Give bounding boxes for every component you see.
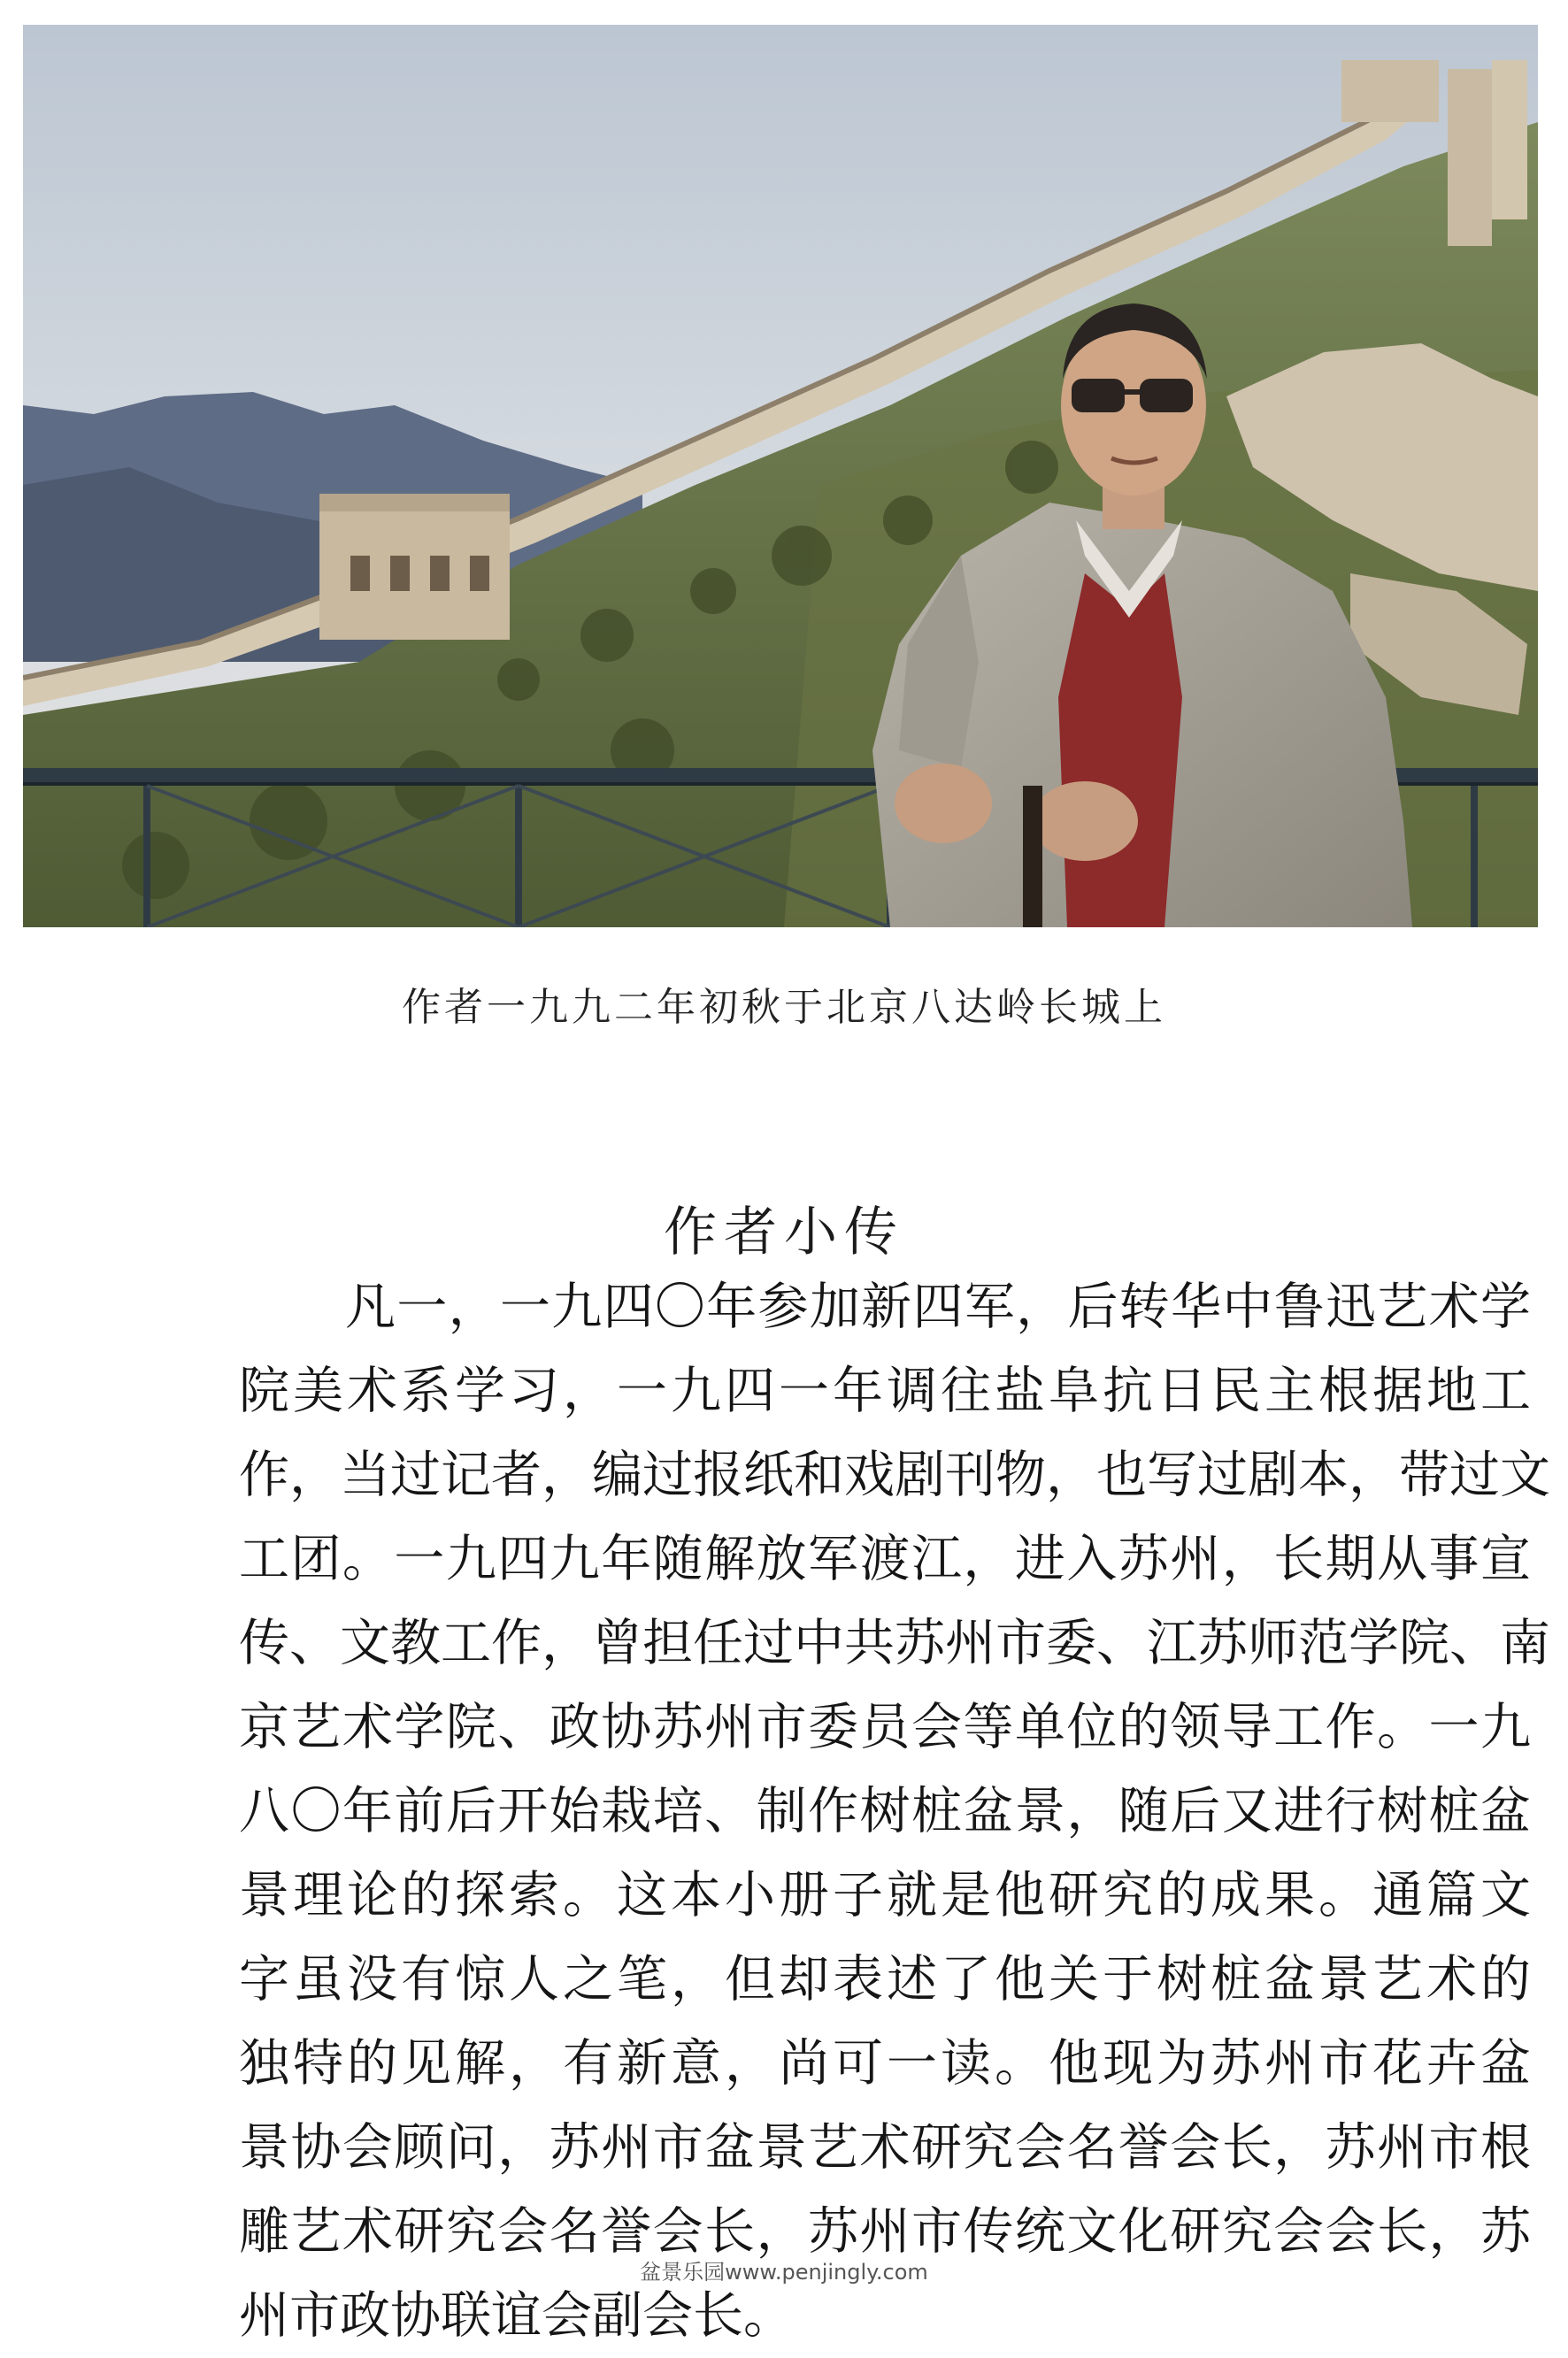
bio-line: 字虽没有惊人之笔，但却表述了他关于树桩盆景艺术的 xyxy=(239,1950,1531,2009)
bio-line: 州市政协联谊会副会长。 xyxy=(239,2286,794,2345)
bio-line: 工团。一九四九年随解放军渡江，进入苏州，长期从事宣 xyxy=(239,1530,1531,1588)
author-photo xyxy=(23,25,1538,927)
bio-line: 景协会顾问，苏州市盆景艺术研究会名誉会长，苏州市根 xyxy=(239,2118,1531,2177)
bio-line: 院美术系学习，一九四一年调往盐阜抗日民主根据地工 xyxy=(239,1362,1531,1420)
bio-line: 独特的见解，有新意，尚可一读。他现为苏州市花卉盆 xyxy=(239,2034,1531,2093)
bio-line: 雕艺术研究会名誉会长，苏州市传统文化研究会会长，苏 xyxy=(239,2202,1531,2261)
bio-line: 作，当过记者，编过报纸和戏剧刊物，也写过剧本，带过文 xyxy=(239,1446,1550,1504)
bio-line: 景理论的探索。这本小册子就是他研究的成果。通篇文 xyxy=(239,1866,1531,1924)
bio-title: 作者小传 xyxy=(664,1202,904,1263)
bio-line: 八〇年前后开始栽培、制作树桩盆景，随后又进行树桩盆 xyxy=(239,1782,1531,1840)
bio-line: 京艺术学院、政协苏州市委员会等单位的领导工作。一九 xyxy=(239,1698,1531,1756)
bio-line: 传、文教工作，曾担任过中共苏州市委、江苏师范学院、南 xyxy=(239,1614,1550,1672)
bio-line: 凡一，一九四〇年参加新四军，后转华中鲁迅艺术学 xyxy=(345,1278,1531,1336)
site-watermark: 盆景乐园www.penjingly.com xyxy=(640,2260,928,2285)
bio-body xyxy=(239,1265,1550,2358)
photo-caption: 作者一九九二年初秋于北京八达岭长城上 xyxy=(402,985,1166,1030)
